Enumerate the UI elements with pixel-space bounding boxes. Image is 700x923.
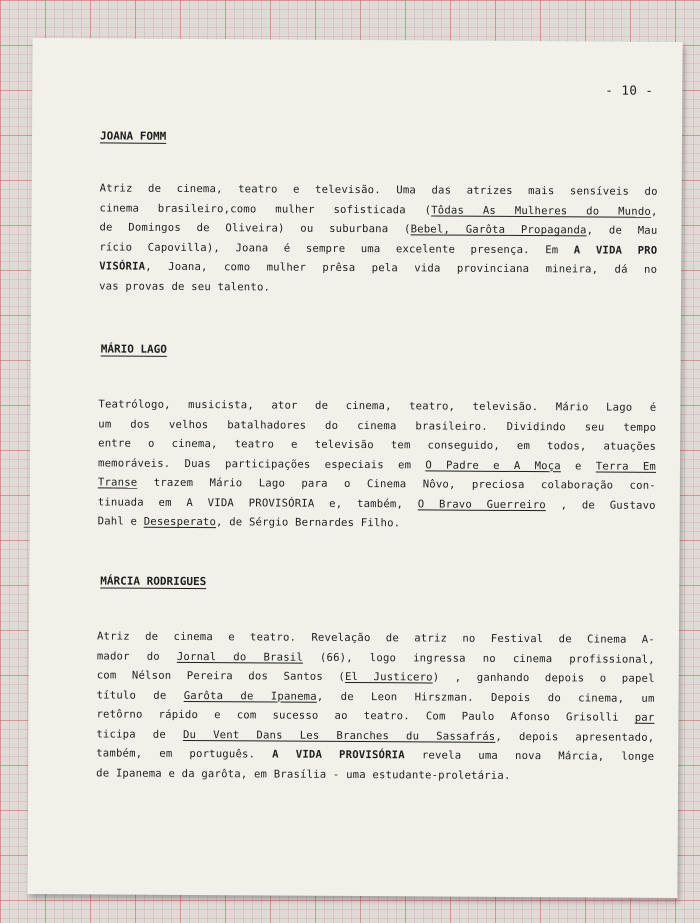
- underlined-title: Desesperato: [143, 515, 217, 529]
- bold-text: A VIDA PROVISÓRIA: [272, 748, 405, 762]
- page-number: - 10 -: [605, 82, 654, 98]
- text-segment: de Ipanema e da garôta, em Brasília - uma estudante-proletária.: [96, 766, 511, 782]
- text-segment: com Nélson Pereira dos Santos (: [96, 669, 346, 683]
- text-line: [96, 744, 654, 767]
- text-segment: ,: [650, 205, 658, 218]
- underlined-title: Tôdas As Mulheres do Mundo: [431, 203, 652, 218]
- text-line: [97, 666, 655, 689]
- underlined-title: par: [634, 711, 655, 724]
- text-line: [98, 473, 656, 496]
- text-line: [98, 395, 656, 418]
- text-segment: , de Mau: [586, 224, 658, 237]
- text-line: [99, 257, 657, 280]
- text-segment: ticipa de: [96, 727, 184, 741]
- text-segment: um dos velhos batalhadores do cinema brasileiro. Dividindo seu tempo: [98, 417, 657, 434]
- text-segment: , de Sérgio Bernardes Filho.: [216, 516, 401, 530]
- text-segment: Teatrólogo, musicista, ator de cinema, teatro, televisão. Mário Lago é: [98, 398, 657, 414]
- section-heading-marcia-rodrigues: MÁRCIA RODRIGUES: [100, 574, 207, 589]
- underlined-title: Transe: [97, 476, 138, 489]
- text-line: [99, 277, 657, 300]
- text-segment: Atriz de cinema e teatro. Revelação de atriz no Festival de Cinema A-: [96, 630, 655, 646]
- paragraph-joana-fomm: [99, 179, 658, 299]
- text-line: [96, 705, 654, 728]
- bold-text: A VIDA PRO: [573, 243, 658, 257]
- text-segment: mador do: [96, 649, 177, 663]
- text-segment: e: [560, 459, 596, 472]
- text-segment: , de Gustavo: [545, 498, 656, 512]
- text-segment: , depois apresentado,: [495, 730, 655, 744]
- text-line: [100, 179, 658, 202]
- text-line: [97, 627, 655, 650]
- underlined-title: Bebel, Garôta Propaganda: [410, 223, 587, 237]
- underlined-title: O Padre e A Moça: [425, 458, 561, 472]
- text-line: [99, 218, 657, 241]
- text-segment: tinuada em A VIDA PROVISÓRIA e, também,: [97, 495, 418, 510]
- underlined-title: Garôta de Ipanema: [183, 689, 317, 703]
- section-heading-mario-lago: MÁRIO LAGO: [100, 342, 167, 356]
- text-segment: título de: [96, 688, 184, 702]
- text-line: [98, 512, 656, 535]
- text-segment: cinema brasileiro,como mulher sofisticada (: [99, 201, 432, 216]
- text-segment: , Joana, como mulher prêsa pela vida provinciana mineira, dá no: [145, 260, 658, 276]
- text-segment: ) , ganhando depois o papel: [432, 671, 655, 685]
- paragraph-marcia-rodrigues: [96, 627, 655, 786]
- text-segment: , de Leon Hirszman. Depois do cinema, um: [316, 690, 655, 705]
- text-segment: retôrno rápido e com sucesso ao teatro. Com Paulo Afonso Grisolli: [96, 708, 635, 724]
- text-segment: Dahl e: [97, 515, 144, 528]
- text-segment: de Domingos de Oliveira) ou suburbana (: [99, 221, 411, 236]
- text-segment: rício Capovilla), Joana é sempre uma excelente presença. Em: [99, 240, 574, 256]
- text-segment: também, em português.: [96, 747, 273, 761]
- paragraph-mario-lago: [98, 395, 657, 535]
- text-line: [98, 434, 656, 457]
- text-line: [96, 764, 654, 787]
- text-segment: (66), logo ingressa no cinema profissional,: [302, 651, 655, 666]
- typewritten-page: [27, 38, 682, 898]
- bold-text: VISÓRIA: [99, 260, 146, 273]
- underlined-title: Terra Em: [595, 459, 657, 473]
- underlined-title: Jornal do Brasil: [176, 650, 303, 664]
- text-segment: Atriz de cinema, teatro e televisão. Uma das atrizes mais sensíveis do: [99, 182, 658, 198]
- underlined-title: El Justicero: [344, 670, 433, 684]
- section-heading-joana-fomm: JOANA FOMM: [99, 129, 167, 143]
- underlined-title: Du Vent Dans Les Branches du Sassafrás: [182, 728, 496, 743]
- text-segment: memoráveis. Duas participações especiais em: [97, 456, 426, 471]
- text-segment: entre o cinema, teatro e televisão tem conseguido, em todos, atuações: [98, 437, 657, 453]
- text-segment: vas provas de seu talento.: [99, 279, 271, 293]
- text-segment: revela uma nova Márcia, longe: [404, 749, 655, 763]
- underlined-title: O Bravo Guerreiro: [417, 497, 546, 511]
- text-segment: trazem Mário Lago para o Cinema Nôvo, preciosa colaboração con-: [137, 476, 656, 492]
